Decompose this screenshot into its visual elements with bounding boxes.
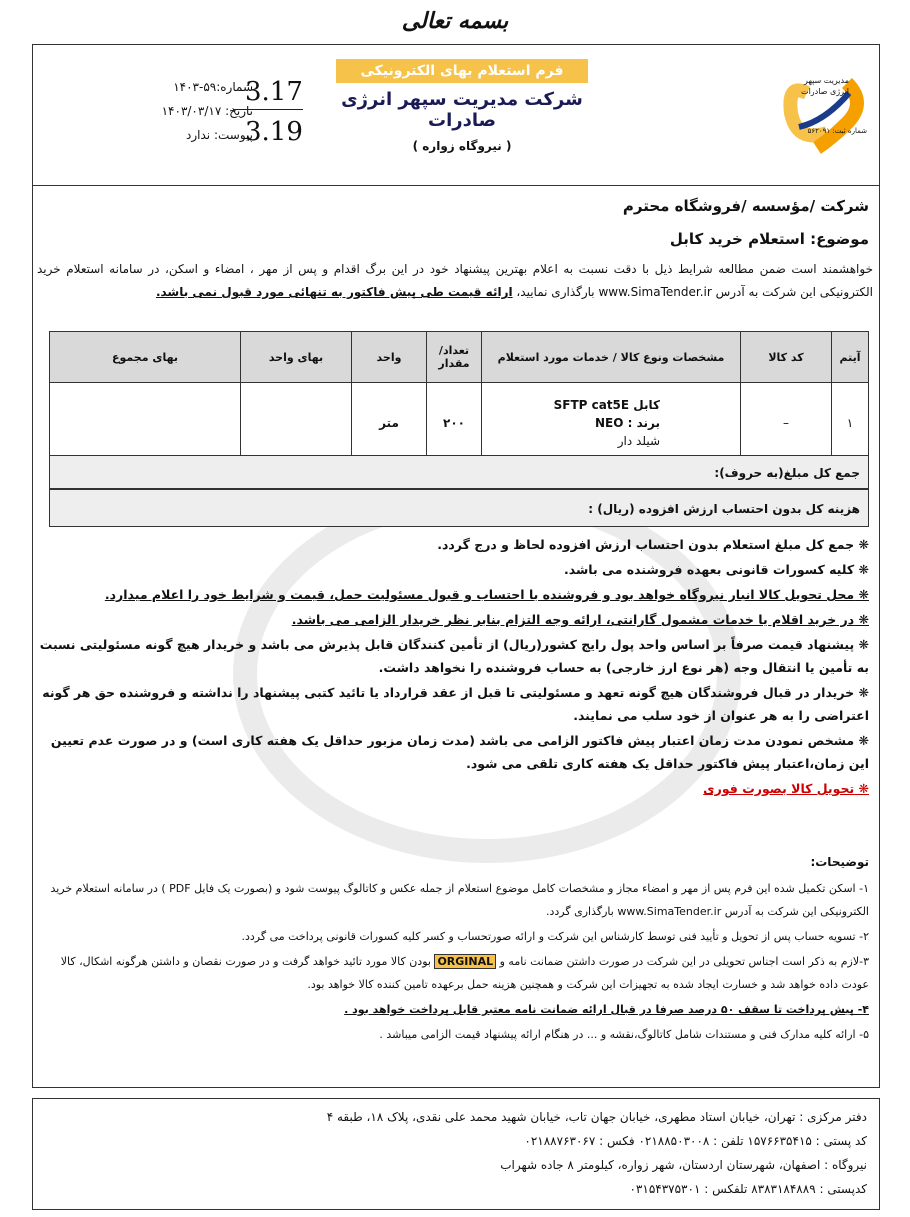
- desc-line-1: کابل SFTP cat5E: [553, 398, 660, 412]
- urgent-delivery-note: ❋ تحویل کالا بصورت فوری: [39, 777, 869, 800]
- header-description: مشخصات ونوع کالا / خدمات مورد استعلام: [482, 332, 741, 383]
- header-item: آیتم: [832, 332, 869, 383]
- condition-item: ❋ جمع کل مبلغ استعلام بدون احتساب ارزش افزوده لحاظ و درج گردد.: [39, 533, 869, 556]
- note-item: ۵- ارائه کلیه مدارک فنی و مستندات شامل کاتالوگ،نقشه و ... در هنگام ارائه پیشنهاد قیمت الزامی میباشد .: [379, 1028, 869, 1041]
- header-quantity: تعداد/ مقدار: [427, 332, 482, 383]
- footer-plant-address: نیروگاه : اصفهان، شهرستان اردستان، شهر زواره، کیلومتر ۸ جاده شهراب: [500, 1158, 867, 1172]
- intro-text: خواهشمند است ضمن مطالعه شرایط ذیل با دقت نسبت به اعلام بهترین پیشنهاد خود در این برگ اقدام و پس از مهر ، امضاء و اسکن، در سامانه استعلام خرید الکترونیکی این شرکت به آدرس www.SimaTender.ir بارگذاری نمایید،: [37, 262, 873, 299]
- cell-code: –: [741, 383, 832, 464]
- footer-contact-box: [32, 1098, 880, 1210]
- document-frame: [32, 44, 880, 1088]
- letter-date: تاریخ: ۱۴۰۳/۰۳/۱۷: [161, 104, 253, 118]
- footer-office-address: دفتر مرکزی : تهران، خیابان استاد مطهری، خیابان جهان تاب، خیابان شهید محمد علی نقدی، پلاک ۱۸، طبقه ۴: [326, 1110, 867, 1124]
- total-without-vat-row: هزینه کل بدون احتساب ارزش افزوده (ریال) :: [49, 489, 869, 527]
- condition-item: ❋ محل تحویل کالا انبار نیروگاه خواهد بود و فروشنده با احتساب و قبول مسئولیت حمل، قیمت و شرایط خود را اعلام میدارد.: [39, 583, 869, 606]
- letter-number: شماره:۵۹-۱۴۰۳: [173, 80, 253, 94]
- note-3-part-b: بودن کالا مورد تائید خواهد گرفت و در صورت نقصان و داشتن هرگونه اشکال، کالا عودت داده خواهد شد و خسارت ایجاد شده به تجهیزات این شرکت و همچنین هزینه حمل برعهده تامین کننده کالا خواهد بود.: [60, 955, 869, 991]
- subject-line: موضوع: استعلام خرید کابل: [669, 230, 869, 248]
- cell-total-price[interactable]: [50, 383, 241, 464]
- note-item: [37, 950, 869, 996]
- note-item: ۴- پیش پرداخت تا سقف ۵۰ درصد صرفا در قبال ارائه ضمانت نامه معتبر قابل پرداخت خواهد بود .: [344, 1003, 869, 1016]
- desc-line-2: برند : NEO: [594, 416, 660, 430]
- header-invocation: بسمه تعالی: [401, 8, 509, 34]
- plant-name: ( نیروگاه زواره ): [412, 139, 512, 153]
- conditions-list: [39, 533, 869, 802]
- handwritten-note-2: 3.19: [245, 117, 303, 147]
- title-block: [331, 59, 593, 153]
- condition-item: ❋ در خرید اقلام یا خدمات مشمول گارانتی، ارائه وجه التزام بنابر نظر خریدار الزامی می باشد.: [39, 608, 869, 631]
- notes-list: [37, 877, 869, 1048]
- intro-paragraph: [37, 258, 873, 304]
- condition-item: ❋ مشخص نمودن مدت زمان اعتبار پیش فاکتور الزامی می باشد (مدت زمان مزبور حداقل یک هفته کاری است) و در صورت عدم تعیین این زمان،اعتبار پیش فاکتور حداقل یک هفته کاری تلقی می شود.: [39, 729, 869, 775]
- letter-meta: [43, 75, 253, 147]
- cell-unit: متر: [352, 383, 427, 464]
- handwritten-note-1: 3.17: [245, 77, 303, 107]
- sum-in-words-row: جمع کل مبلغ(به حروف):: [49, 455, 869, 489]
- condition-item: ❋ خریدار در قبال فروشندگان هیچ گونه تعهد و مسئولیتی تا قبل از عقد قرارداد یا تائید کتبی پیشنهاد را نداشته و فروشنده حق هر گونه اعتراضی را به هر عنوان از خود سلب می نمایند.: [39, 681, 869, 727]
- note-item: ۱- اسکن تکمیل شده این فرم پس از مهر و امضاء مجاز و مشخصات کامل موضوع استعلام از جمله عکس و کاتالوگ پیوست شود و (بصورت یک فایل PDF ) در سامانه استعلام خرید الکترونیکی این شرکت به آدرس www.SimaTender.ir بارگذاری گردد.: [50, 882, 869, 918]
- cell-item: ۱: [832, 383, 869, 464]
- table-row: [50, 383, 869, 464]
- note-item: ۲- تسویه حساب پس از تحویل و تأیید فنی توسط کارشناس این شرکت و ارائه صورتحساب و کسر کلیه کسورات قانونی پرداخت می گردد.: [241, 930, 869, 943]
- header-code: کد کالا: [741, 332, 832, 383]
- desc-line-3: شیلد دار: [617, 434, 660, 448]
- form-type-label: فرم استعلام بهای الکترونیکی: [336, 59, 587, 83]
- cell-unit-price[interactable]: [241, 383, 352, 464]
- table-header-row: [50, 332, 869, 383]
- notes-heading: توضیحات:: [810, 855, 869, 869]
- letterhead: [33, 45, 879, 186]
- condition-item: ❋ پیشنهاد قیمت صرفاً بر اساس واحد پول رایج کشور(ریال) از تأمین کنندگان قابل پذیرش می باشد و خریدار هیچ گونه مسئولیتی نسبت به تأمین یا انتقال وجه (هر نوع ارز خارجی) به حساب فروشنده را نخواهد داشت.: [39, 633, 869, 679]
- logo-registration: شماره ثبت: ۵۶۲۰۹۱: [807, 127, 867, 135]
- cell-quantity: ۲۰۰: [427, 383, 482, 464]
- handwritten-divider: [233, 109, 303, 110]
- items-table: [49, 331, 869, 464]
- footer-office-contact: کد پستی : ۱۵۷۶۶۳۵۴۱۵ تلفن : ۰۲۱۸۸۵۰۳۰۰۸ فکس : ۰۲۱۸۸۷۶۳۰۶۷: [524, 1134, 867, 1148]
- logo-name: مدیریت سپهر انرژی صادرات: [801, 76, 849, 96]
- cell-description: [482, 383, 741, 464]
- addressee: شرکت /مؤسسه /فروشگاه محترم: [622, 197, 869, 215]
- condition-item: ❋ کلیه کسورات قانونی بعهده فروشنده می باشد.: [39, 558, 869, 581]
- footer-plant-contact: کدپستی : ۸۳۸۳۱۸۴۸۸۹ تلفکس : ۰۳۱۵۴۳۷۵۳۰۱: [629, 1182, 867, 1196]
- header-total-price: بهای مجموع: [50, 332, 241, 383]
- company-title: شرکت مدیریت سپهر انرژی صادرات: [341, 89, 583, 131]
- header-unit-price: بهای واحد: [241, 332, 352, 383]
- intro-warning: ارائه قیمت طی پیش فاکتور به تنهائی مورد قبول نمی باشد.: [155, 285, 513, 299]
- letter-attachment: پیوست: ندارد: [186, 128, 253, 142]
- header-unit: واحد: [352, 332, 427, 383]
- note-3-part-a: ۳-لازم به ذکر است اجناس تحویلی در این شرکت در صورت داشتن ضمانت نامه و: [499, 955, 869, 968]
- original-highlight: ORGINAL: [434, 954, 496, 969]
